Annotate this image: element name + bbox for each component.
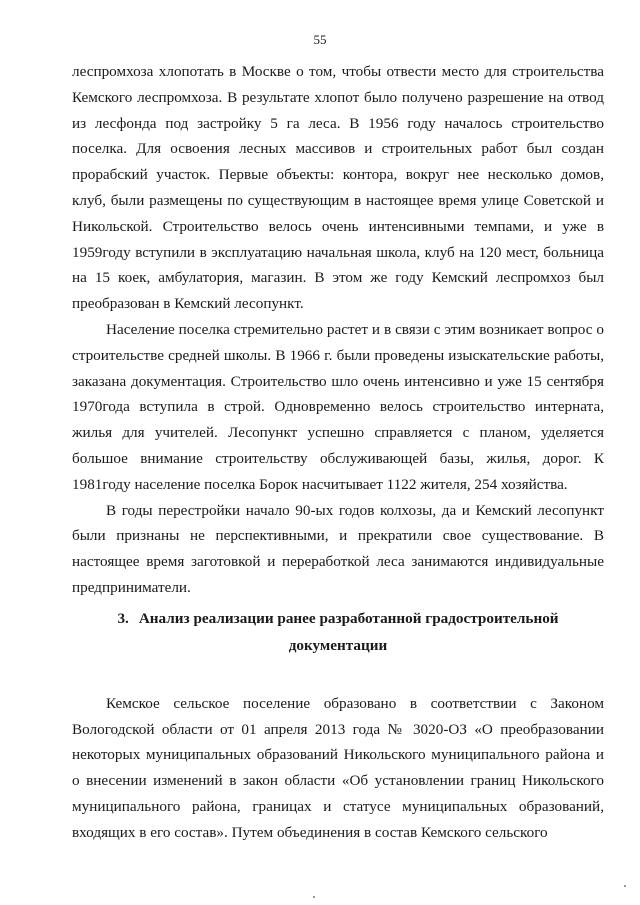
page-number: 55	[313, 32, 327, 47]
paragraph-perestroika: В годы перестройки начало 90-ых годов колхозы, да и Кемский лесопункт были признаны не перспективными, и прекратили свое существование. В настоящее время заготовкой и переработкой леса занимаются индивидуальные предприниматели.	[72, 501, 604, 596]
section-heading-line-1	[72, 605, 604, 632]
section-title-part-2: документации	[288, 636, 388, 654]
scan-speck	[624, 885, 626, 887]
scan-speck	[313, 896, 315, 898]
page-body	[72, 59, 604, 846]
section-title-part-1: Анализ реализации ранее разработанной градостроительной	[138, 609, 559, 627]
section-number: 3.	[117, 609, 129, 627]
section-heading	[72, 605, 604, 659]
paragraph-school-construction: Население поселка стремительно растет и в связи с этим возникает вопрос о строительстве средней школы. В 1966 г. были проведены изыскательские работы, заказана документация. Строительство шло очень интенсивно и уже 15 сентября 1970года вступила в строй. Одновременно велось строительство интерната, жилья для учителей. Лесопункт успешно справляется с планом, уделяется большое внимание строительству обслуживающей базы, жилья, дорог. К 1981году население поселка Борок насчитывает 1122 жителя, 254 хозяйства.	[72, 320, 604, 493]
paragraph-history-construction: леспромхоза хлопотать в Москве о том, чтобы отвести место для строительства Кемского леспромхоза. В результате хлопот было получено разрешение на отвод из лесфонда под застройку 5 га леса. В 1956 году началось строительство поселка. Для освоения лесных массивов и строительных работ был создан прорабский участок. Первые объекты: контора, вокруг нее несколько домов, клуб, были размещены по существующим в настоящее время улице Советской и Никольской. Строительство велось очень интенсивными темпами, и уже в 1959году вступили в эксплуатацию начальная школа, клуб на 120 мест, больница на 15 коек, амбулатория, магазин. В этом же году Кемский леспромхоз был преобразован в Кемский лесопункт.	[72, 63, 604, 313]
paragraph-settlement-formation: Кемское сельское поселение образовано в соответствии с Законом Вологодской области от 01 апреля 2013 года № 3020-ОЗ «О преобразовании некоторых муниципальных образований Никольского муниципального района и о внесении изменений в закон области «Об установлении границ Никольского муниципального района, границах и статусе муниципальных образований, входящих в его состав». Путем объединения в состав Кемского сельского	[72, 694, 604, 841]
